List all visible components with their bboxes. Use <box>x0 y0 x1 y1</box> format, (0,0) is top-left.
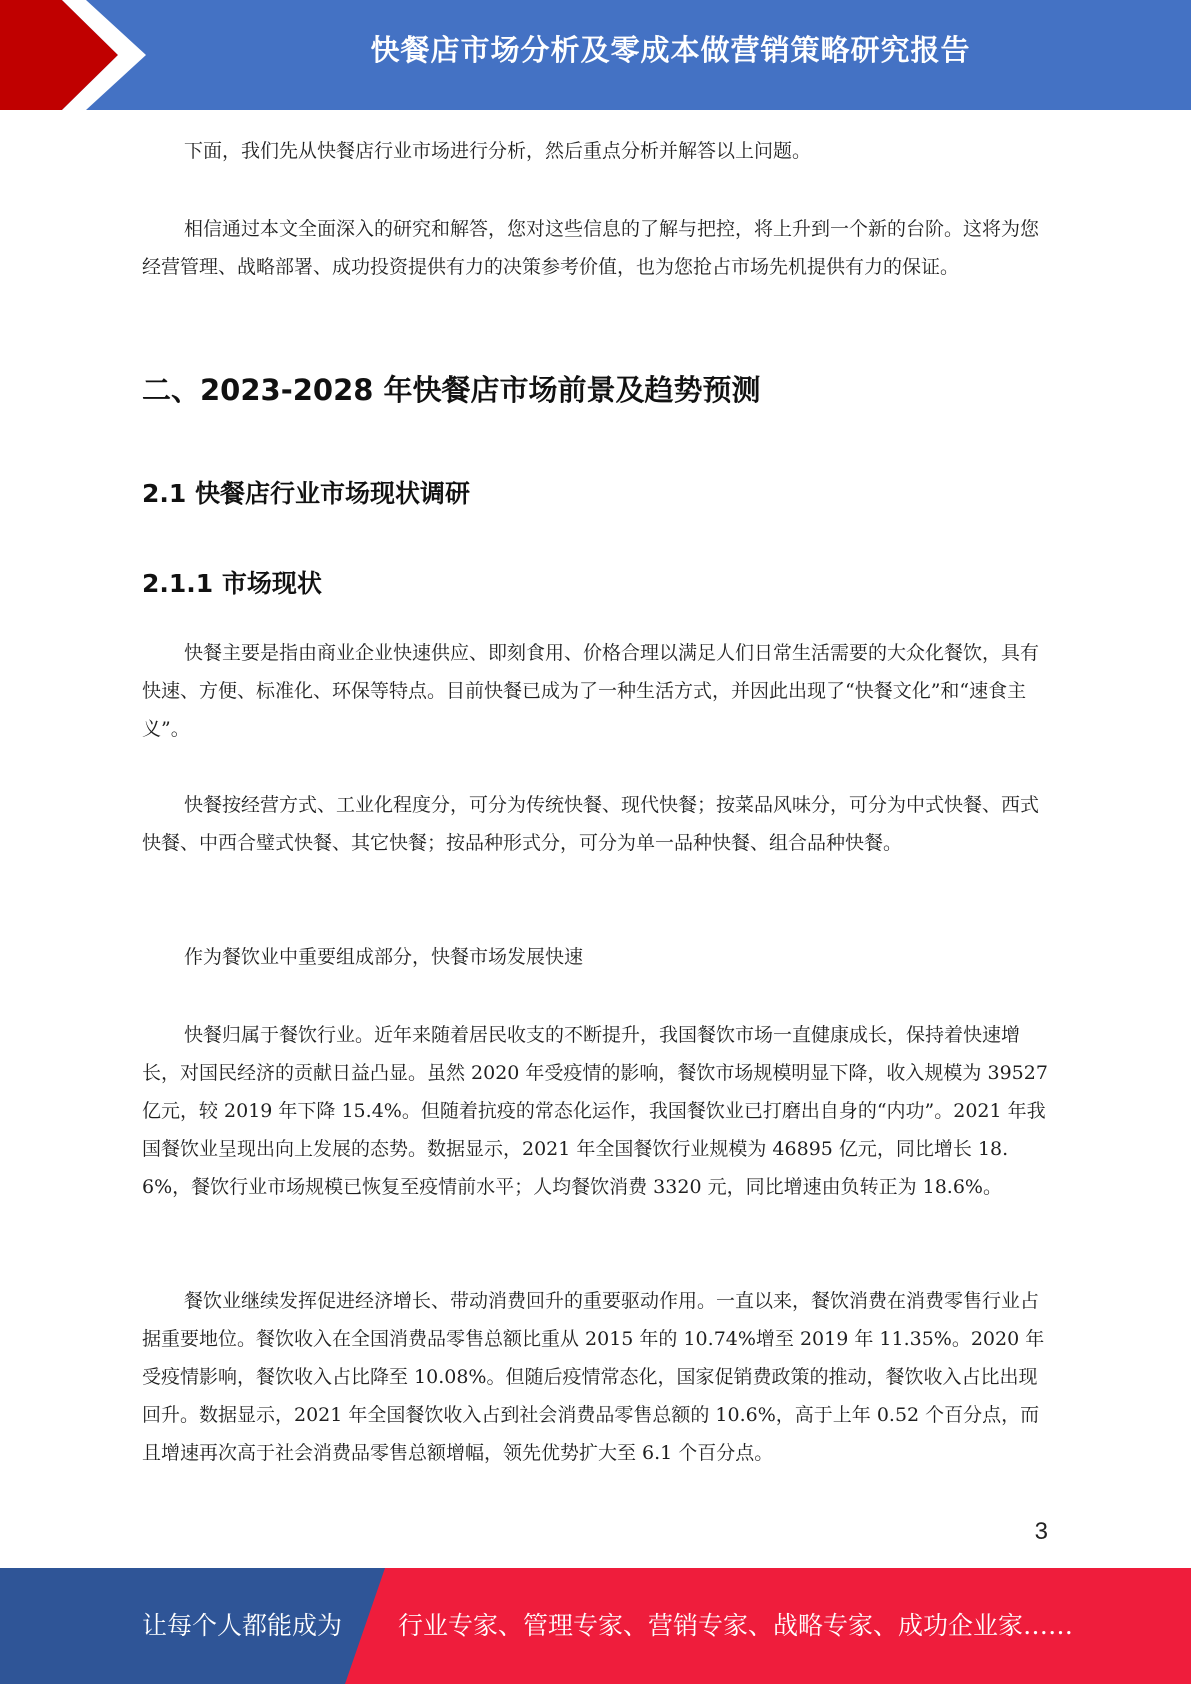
section-title: 二、2023-2028 年快餐店市场前景及趋势预测 <box>142 373 761 407</box>
paragraph-growth-lead: 作为餐饮业中重要组成部分，快餐市场发展快速 <box>184 946 584 968</box>
paragraph-revenue-share: 餐饮业继续发挥促进经济增长、带动消费回升的重要驱动作用。一直以来，餐饮消费在消费零售行业占据重要地位。餐饮收入在全国消费品零售总额比重从 2015 年的 10.74%增至 2019 年 11.35%。2020 年受疫情影响，餐饮收入占比降至 10.08%。但随后疫情常态化，国家促销费政策的推动，餐饮收入占比出现回升。数据显示，2021 年全国餐饮收入占到社会消费品零售总额的 10.6%，高于上年 0.52 个百分点，而且增速再次高于社会消费品零售总额增幅，领先优势扩大至 6.1 个百分点。 <box>142 1290 1045 1464</box>
paragraph-value: 相信通过本文全面深入的研究和解答，您对这些信息的了解与把控，将上升到一个新的台阶。这将为您经营管理、战略部署、成功投资提供有力的决策参考价值，也为您抢占市场先机提供有力的保证。 <box>142 218 1040 278</box>
header-banner <box>0 0 1191 110</box>
paragraph-intro: 下面，我们先从快餐店行业市场进行分析，然后重点分析并解答以上问题。 <box>184 140 812 162</box>
subsection-title: 2.1 快餐店行业市场现状调研 <box>142 479 470 508</box>
paragraph-definition: 快餐主要是指由商业企业快速供应、即刻食用、价格合理以满足人们日常生活需要的大众化餐饮，具有快速、方便、标准化、环保等特点。目前快餐已成为了一种生活方式，并因此出现了“快餐文化”和“速食主义”。 <box>142 642 1040 740</box>
red-chevron-icon <box>0 0 150 110</box>
subsubsection-title: 2.1.1 市场现状 <box>142 569 322 598</box>
footer-slogan-right: 行业专家、管理专家、营销专家、战略专家、成功企业家…… <box>398 1611 1074 1640</box>
paragraph-market-size: 快餐归属于餐饮行业。近年来随着居民收支的不断提升，我国餐饮市场一直健康成长，保持着快速增长，对国民经济的贡献日益凸显。虽然 2020 年受疫情的影响，餐饮市场规模明显下降，收入规模为 39527 亿元，较 2019 年下降 15.4%。但随着抗疫的常态化运作，我国餐饮业已打磨出自身的“内功”。2021 年我国餐饮业呈现出向上发展的态势。数据显示，2021 年全国餐饮行业规模为 46895 亿元，同比增长 18.6%，餐饮行业市场规模已恢复至疫情前水平；人均餐饮消费 3320 元，同比增速由负转正为 18.6%。 <box>142 1024 1048 1198</box>
page-number: 3 <box>1034 1518 1048 1545</box>
paragraph-classification: 快餐按经营方式、工业化程度分，可分为传统快餐、现代快餐；按菜品风味分，可分为中式快餐、西式快餐、中西合璧式快餐、其它快餐；按品种形式分，可分为单一品种快餐、组合品种快餐。 <box>142 794 1040 854</box>
report-title: 快餐店市场分析及零成本做营销策略研究报告 <box>370 33 971 67</box>
footer-slogan-left: 让每个人都能成为 <box>142 1611 343 1640</box>
footer-banner <box>0 1568 1191 1684</box>
